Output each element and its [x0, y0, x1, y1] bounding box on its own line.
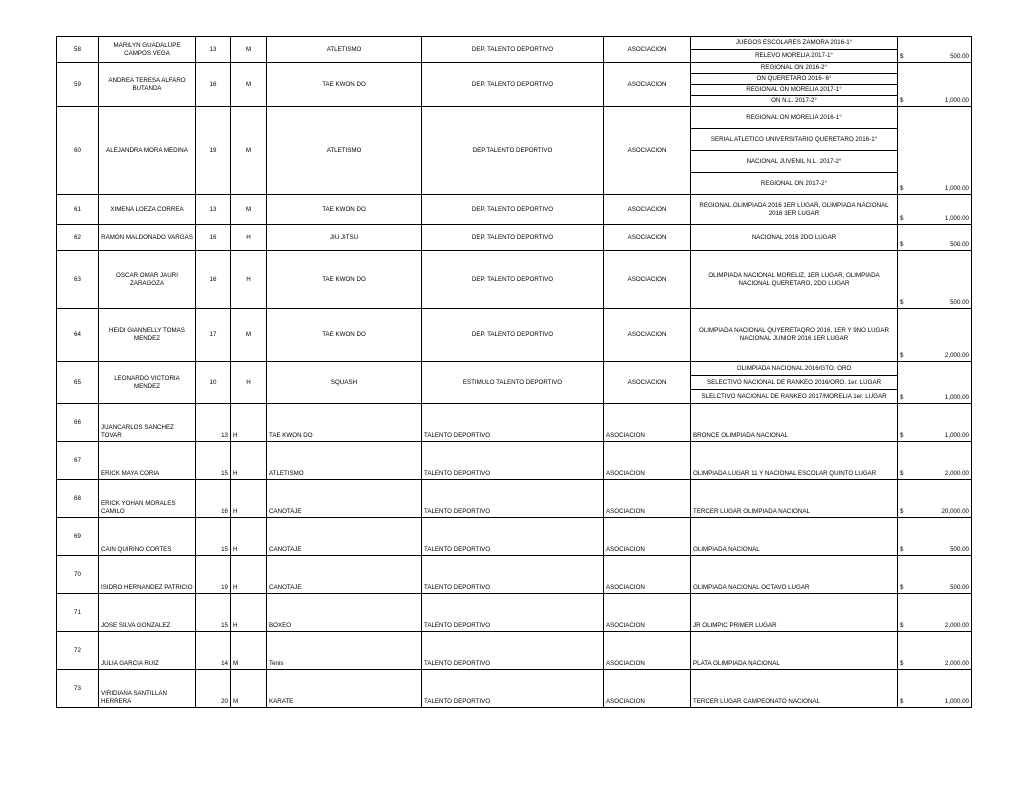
row-number: 68 [57, 480, 99, 518]
entity-type: ASOCIACION [604, 362, 691, 404]
athlete-sex: H [231, 594, 267, 632]
row-number: 66 [57, 404, 99, 442]
amount-cell [898, 556, 972, 594]
athlete-name: MARILYN GUADALUPE CAMPOS VEGA [99, 37, 196, 63]
program-name: DEP. TALENTO DEPORTIVO [422, 225, 604, 251]
row-number: 69 [57, 518, 99, 556]
athlete-age: 16 [196, 225, 231, 251]
achievements-cell: TERCER LUGAR OLIMPIADA NACIONAL [691, 480, 898, 518]
currency-symbol: $ [900, 546, 904, 553]
amount-value: 500.00 [950, 53, 969, 60]
athlete-sex: H [231, 442, 267, 480]
program-name: TALENTO DEPORTIVO [422, 556, 604, 594]
sport-name: TAE KWON DO [267, 404, 422, 442]
athlete-name: ANDREA TERESA ALFARO BUTANDA [99, 63, 196, 107]
entity-type: ASOCIACION [604, 518, 691, 556]
entity-type: ASOCIACION [604, 37, 691, 63]
athlete-sex: M [231, 309, 267, 362]
athlete-sex: H [231, 225, 267, 251]
athlete-age: 13 [196, 404, 231, 442]
achievements-cell [691, 63, 898, 107]
amount-value: 500.00 [950, 299, 969, 306]
currency-symbol: $ [900, 432, 904, 439]
table-row [57, 556, 972, 594]
achievements-cell: OLIMPIADA LUGAR 11 Y NACIONAL ESCOLAR QUINTO LUGAR [691, 442, 898, 480]
table-row [57, 362, 972, 404]
athlete-sex: H [231, 251, 267, 309]
table-row [57, 225, 972, 251]
sport-name: BOXEO [267, 594, 422, 632]
athlete-name: CAIN QUIRINO CORTES [99, 518, 196, 556]
athlete-name: ERICK MAYA CORIA [99, 442, 196, 480]
athlete-sex: M [231, 195, 267, 225]
row-number: 65 [57, 362, 99, 404]
athlete-name: RAMON MALDONADO VARGAS [99, 225, 196, 251]
entity-type: ASOCIACION [604, 225, 691, 251]
amount-cell [898, 480, 972, 518]
entity-type: ASOCIACION [604, 632, 691, 670]
amount-value: 500.00 [950, 241, 969, 248]
achievement-item: REGIONAL ON MORELIA 2017-1° [691, 85, 897, 96]
program-name: TALENTO DEPORTIVO [422, 594, 604, 632]
athlete-name: ALEJANDRA MORA MEDINA [99, 107, 196, 195]
sport-name: ATLETISMO [267, 37, 422, 63]
athlete-name: JUANCARLOS SANCHEZ TOVAR [99, 404, 196, 442]
program-name: DEP. TALENTO DEPORTIVO [422, 37, 604, 63]
amount-cell [898, 594, 972, 632]
athlete-age: 15 [196, 518, 231, 556]
athlete-age: 16 [196, 251, 231, 309]
athlete-name: HEIDI GIANNELLY TOMAS MENDEZ [99, 309, 196, 362]
athlete-age: 19 [196, 107, 231, 195]
sport-name: CANOTAJE [267, 480, 422, 518]
program-name: TALENTO DEPORTIVO [422, 404, 604, 442]
program-name: TALENTO DEPORTIVO [422, 480, 604, 518]
sport-name: ATLETISMO [267, 107, 422, 195]
amount-value: 1,000.00 [944, 432, 969, 439]
achievements-cell [691, 37, 898, 63]
currency-symbol: $ [900, 698, 904, 705]
program-name: DEP. TALENTO DEPORTIVO [422, 195, 604, 225]
athlete-sex: M [231, 670, 267, 708]
currency-symbol: $ [900, 660, 904, 667]
achievements-cell: OLIMPIADA NACIONAL [691, 518, 898, 556]
currency-symbol: $ [900, 185, 904, 192]
amount-value: 1,000.00 [944, 215, 969, 222]
amount-cell [898, 195, 972, 225]
achievements-cell: TERCER LUGAR CAMPEONATO NACIONAL [691, 670, 898, 708]
table-row [57, 309, 972, 362]
athlete-sex: M [231, 632, 267, 670]
athlete-sex: M [231, 107, 267, 195]
sport-name: JIU JITSU [267, 225, 422, 251]
achievement-item: ON QUERETARO 2016- 6° [691, 74, 897, 85]
athlete-sex: M [231, 37, 267, 63]
amount-value: 1,000.00 [944, 394, 969, 401]
achievement-item: RELEVO MORELIA 2017-1° [755, 52, 833, 59]
achievements-cell [691, 107, 898, 195]
table-row [57, 442, 972, 480]
athlete-sex: H [231, 480, 267, 518]
row-number: 71 [57, 594, 99, 632]
amount-cell [898, 442, 972, 480]
table-row [57, 195, 972, 225]
achievements-cell: OLIMPIADA NACIONAL QUYERETAQRO 2016, 1ER Y 9NO LUGAR NACIONAL JUNIOR 2016 1ER LUGAR [691, 309, 898, 362]
amount-value: 2,000.00 [944, 352, 969, 359]
achievements-cell: BRONCE OLIMPIADA NACIONAL [691, 404, 898, 442]
athlete-name: OSCAR OMAR JAURI ZARAGOZA [99, 251, 196, 309]
sport-name: TAE KWON DO [267, 63, 422, 107]
amount-cell [898, 225, 972, 251]
row-number: 61 [57, 195, 99, 225]
amount-cell [898, 309, 972, 362]
sport-name: KARATE [267, 670, 422, 708]
athlete-age: 20 [196, 670, 231, 708]
amount-value: 2,000.00 [944, 660, 969, 667]
table-row [57, 63, 972, 107]
achievements-cell: REGIONAL OLIMPIADA 2016 1ER LUGAR, OLIMPIADA NACIONAL 2016 3ER LUGAR [691, 195, 898, 225]
achievement-item: JUEGOS ESCOLARES ZAMORA 2016-1° [691, 37, 897, 50]
table-row [57, 37, 972, 63]
amount-value: 2,000.00 [944, 470, 969, 477]
row-number: 58 [57, 37, 99, 63]
athlete-age: 15 [196, 442, 231, 480]
table-row [57, 404, 972, 442]
table-row [57, 518, 972, 556]
program-name: TALENTO DEPORTIVO [422, 442, 604, 480]
achievement-item: REGIONAL ON MORELIA 2016-1° [691, 107, 897, 129]
currency-symbol: $ [900, 470, 904, 477]
table-body [57, 37, 972, 708]
entity-type: ASOCIACION [604, 63, 691, 107]
amount-value: 20,000.00 [941, 508, 969, 515]
amount-value: 500.00 [950, 584, 969, 591]
achievement-item: SELECTIVO NACIONAL DE RANKEO 2016/ORO. 1er. LUGAR [691, 376, 897, 390]
athlete-age: 17 [196, 309, 231, 362]
achievement-item: REGIONAL ON 2017-2° [760, 179, 828, 187]
row-number: 70 [57, 556, 99, 594]
achievement-item: SERIAL ATLETICO UNIVERSITARIO QUERETARO 2016-1° [691, 129, 897, 151]
achievements-cell [691, 362, 898, 404]
currency-symbol: $ [900, 241, 904, 248]
achievement-item: OLIMPIADA NACIONAL 2016/GTO. ORO [691, 362, 897, 376]
achievements-cell: NACIONAL 2016 2DO LUGAR [691, 225, 898, 251]
entity-type: ASOCIACION [604, 670, 691, 708]
amount-value: 1,000.00 [944, 185, 969, 192]
amount-cell [898, 107, 972, 195]
table-row [57, 670, 972, 708]
athlete-age: 15 [196, 594, 231, 632]
program-name: TALENTO DEPORTIVO [422, 670, 604, 708]
amount-value: 1,000.00 [944, 698, 969, 705]
currency-symbol: $ [900, 508, 904, 515]
athlete-name: JULIA GARCIA RUIZ [99, 632, 196, 670]
sport-name: CANOTAJE [267, 518, 422, 556]
amount-value: 2,000.00 [944, 622, 969, 629]
athlete-name: JOSE SILVA GONZALEZ [99, 594, 196, 632]
currency-symbol: $ [900, 53, 904, 60]
row-number: 67 [57, 442, 99, 480]
entity-type: ASOCIACION [604, 195, 691, 225]
athlete-sex: H [231, 362, 267, 404]
athlete-sex: H [231, 404, 267, 442]
table-row [57, 632, 972, 670]
program-name: DEP. TALENTO DEPORTIVO [422, 309, 604, 362]
table-row [57, 251, 972, 309]
amount-cell [898, 37, 972, 63]
amount-value: 1,000.00 [944, 97, 969, 104]
athlete-age: 16 [196, 63, 231, 107]
amount-value: 500.00 [950, 546, 969, 553]
achievement-item: REGIONAL ON 2016-2° [691, 63, 897, 74]
program-name: TALENTO DEPORTIVO [422, 632, 604, 670]
row-number: 63 [57, 251, 99, 309]
achievements-cell: OLIMPIADA NACIONAL OCTAVO LUGAR [691, 556, 898, 594]
table-row [57, 107, 972, 195]
row-number: 72 [57, 632, 99, 670]
program-name: DEP. TALENTO DEPORTIVO [422, 251, 604, 309]
achievements-cell: JR OLIMPIC PRIMER LUGAR [691, 594, 898, 632]
achievements-cell: PLATA OLIMPIADA NACIONAL [691, 632, 898, 670]
amount-cell [898, 518, 972, 556]
amount-cell [898, 251, 972, 309]
amount-cell [898, 670, 972, 708]
achievement-item: NACIONAL JUVENIL N.L. 2017-2° [691, 151, 897, 173]
athlete-sex: H [231, 518, 267, 556]
program-name: TALENTO DEPORTIVO [422, 518, 604, 556]
athlete-age: 13 [196, 195, 231, 225]
currency-symbol: $ [900, 394, 904, 401]
currency-symbol: $ [900, 352, 904, 359]
program-name: DEP.TALENTO DEPORTIVO [422, 107, 604, 195]
amount-cell [898, 404, 972, 442]
entity-type: ASOCIACION [604, 107, 691, 195]
program-name: DEP. TALENTO DEPORTIVO [422, 63, 604, 107]
entity-type: ASOCIACION [604, 594, 691, 632]
athlete-name: ERICK YOHAN MORALES CAMILO [99, 480, 196, 518]
entity-type: ASOCIACION [604, 309, 691, 362]
currency-symbol: $ [900, 622, 904, 629]
athlete-name: VIRIDIANA SANTILLAN HERRERA [99, 670, 196, 708]
table-row [57, 480, 972, 518]
row-number: 60 [57, 107, 99, 195]
table-row [57, 594, 972, 632]
sport-name: SQUASH [267, 362, 422, 404]
athlete-age: 14 [196, 632, 231, 670]
entity-type: ASOCIACION [604, 556, 691, 594]
scholarship-table [56, 36, 972, 708]
row-number: 64 [57, 309, 99, 362]
amount-cell [898, 63, 972, 107]
achievements-cell: OLIMPIADA NACIONAL MORELIZ, 1ER LUGAR, OLIMPIADA NACIONAL QUERETARO, 2DO LUGAR [691, 251, 898, 309]
athlete-name: XIMENA LOEZA CORREA [99, 195, 196, 225]
currency-symbol: $ [900, 97, 904, 104]
athlete-age: 13 [196, 37, 231, 63]
athlete-age: 19 [196, 556, 231, 594]
entity-type: ASOCIACION [604, 404, 691, 442]
amount-cell [898, 632, 972, 670]
entity-type: ASOCIACION [604, 480, 691, 518]
sport-name: Tenis [267, 632, 422, 670]
sport-name: TAE KWON DO [267, 251, 422, 309]
achievement-item: SLELCTIVO NACIONAL DE RANKEO 2017/MORELIA 1er. LUGAR [701, 392, 887, 400]
row-number: 62 [57, 225, 99, 251]
entity-type: ASOCIACION [604, 442, 691, 480]
currency-symbol: $ [900, 299, 904, 306]
program-name: ESTIMULO TALENTO DEPORTIVO [422, 362, 604, 404]
sport-name: TAE KWON DO [267, 195, 422, 225]
sport-name: CANOTAJE [267, 556, 422, 594]
achievement-item: ON N.L. 2017-2° [771, 97, 817, 104]
sport-name: TAE KWON DO [267, 309, 422, 362]
row-number: 73 [57, 670, 99, 708]
row-number: 59 [57, 63, 99, 107]
athlete-name: ISIDRO HERNANDEZ PATRICIO [99, 556, 196, 594]
athlete-age: 16 [196, 480, 231, 518]
currency-symbol: $ [900, 215, 904, 222]
sport-name: ATLETISMO [267, 442, 422, 480]
athlete-sex: M [231, 63, 267, 107]
athlete-sex: H [231, 556, 267, 594]
amount-cell [898, 362, 972, 404]
currency-symbol: $ [900, 584, 904, 591]
athlete-age: 10 [196, 362, 231, 404]
entity-type: ASOCIACION [604, 251, 691, 309]
athlete-name: LEONARDO VICTORIA MENDEZ [99, 362, 196, 404]
